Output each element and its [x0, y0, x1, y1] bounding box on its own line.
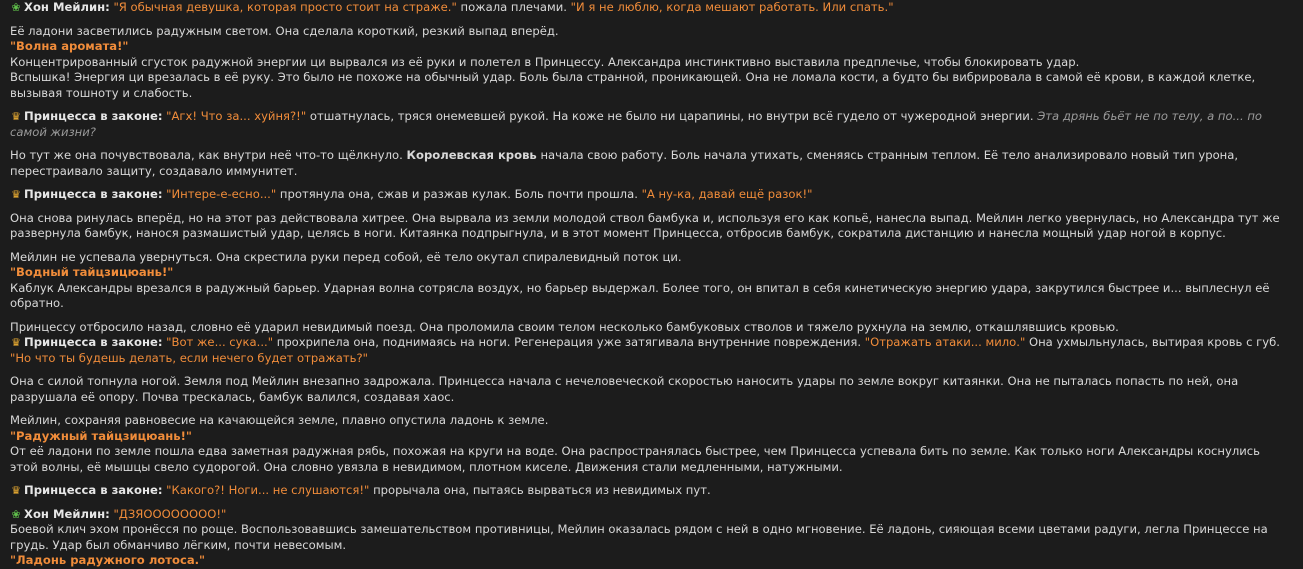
speaker-name: Принцесса в законе: [24, 335, 163, 349]
narration: пожала плечами. [460, 0, 567, 14]
technique-name: "Ладонь радужного лотоса." [10, 553, 206, 567]
quote: "Вот же... сука..." [166, 335, 274, 349]
narration: отшатнулась, тряся онемевшей рукой. На коже не было ни царапины, но внутри всё гудело от чужеродной энергии. [309, 109, 1034, 123]
message-princess-3 [10, 335, 1291, 366]
message-meilin-2 [10, 507, 1291, 569]
technique-name: "Радужный тайцзицюань!" [10, 428, 192, 443]
narration: От её ладони по земле пошла едва заметная радужная рябь, похожая на круги на воде. Она распространялась быстрее, чем Принцесса успевала бить по земле. Как только ноги Александры коснулись этой волны, её мышцы свело судорогой. Она словно увязла в невидимом, плотном киселе. Движения стали медленными, натужными. [10, 444, 1261, 474]
crown-icon: ♛ [11, 188, 21, 201]
message-princess-4 [10, 483, 1291, 499]
crown-icon: ♛ [11, 110, 21, 123]
narration-block [10, 250, 1291, 312]
message-princess-1 [10, 109, 1291, 140]
narration: Боевой клич эхом пронёсся по роще. Воспользовавшись замешательством противницы, Мейлин оказалась рядом с ней в одно мгновение. Её ладонь, сияющая всеми цветами радуги, легла Принцессе на грудь. Удар был обманчиво лёгким, почти невесомым. [10, 522, 1268, 552]
message-princess-2 [10, 187, 1291, 203]
narration-block [10, 374, 1291, 405]
narration: начала свою работу. Боль начала утихать, сменяясь странным теплом. Её тело анализировало новый тип урона, перестраивало защиту, создавало иммунитет. [10, 148, 1239, 178]
narration: Концентрированный сгусток радужной энергии ци вырвался из её руки и полетел в Принцессу. Александра инстинктивно выставила предплечье, чтобы блокировать удар. [10, 54, 1080, 69]
technique-name: "Волна аромата!" [10, 39, 129, 53]
narration: Она снова ринулась вперёд, но на этот раз действовала хитрее. Она вырвала из земли молодой ствол бамбука и, используя его как копьё, нанесла выпад. Мейлин легко увернулась, но Александра тут же развернула бамбук, нанося размашистый удар, целясь в ноги. Китаянка подпрыгнула, и в этот момент Принцесса, отбросив бамбук, сократила дистанцию и нанесла мощный удар ногой в корпус. [10, 210, 1280, 240]
narration: Она с силой топнула ногой. Земля под Мейлин внезапно задрожала. Принцесса начала с нечеловеческой скоростью наносить удары по земле вокруг китаянки. Она не пыталась попасть по ней, она разрушала её опору. Почва трескалась, бамбук валился, создавая хаос. [10, 374, 1239, 404]
crown-icon: ♛ [11, 336, 21, 349]
quote: "Агх! Что за... хуйня?!" [166, 109, 307, 123]
quote: "Я обычная девушка, которая просто стоит на страже." [113, 0, 457, 14]
quote: "ДЗЯОООООООО!" [113, 506, 227, 521]
narration-block [10, 211, 1291, 242]
quote: "Интере-е-есно..." [166, 187, 277, 201]
narration: Её ладони засветились радужным светом. Она сделала короткий, резкий выпад вперёд. [10, 23, 559, 38]
bold-term: Королевская кровь [406, 148, 537, 162]
speaker-name: Принцесса в законе: [24, 109, 163, 123]
narration: Мейлин, сохраняя равновесие на качающейся земле, плавно опустила ладонь к земле. [10, 413, 549, 427]
narration: прохрипела она, поднимаясь на ноги. Регенерация уже затягивала внутренние повреждения. [276, 335, 862, 349]
dragon-icon: ❀ [11, 507, 21, 521]
narration-block [10, 24, 1291, 102]
quote: "И я не люблю, когда мешают работать. Или спать." [570, 0, 894, 14]
narration-block [10, 320, 1291, 367]
narration: протянула она, сжав и разжав кулак. Боль почти прошла. [279, 187, 638, 201]
crown-icon: ♛ [11, 484, 21, 497]
narration: Принцессу отбросило назад, словно её ударил невидимый поезд. Она проломила своим телом несколько бамбуковых стволов и тяжело рухнула на землю, откашлявшись кровью. [10, 319, 1119, 334]
narration: прорычала она, пытаясь вырваться из невидимых пут. [373, 483, 711, 497]
message-meilin-1 [10, 0, 1291, 16]
narration-block [10, 148, 1291, 179]
narration: Но тут же она почувствовала, как внутри неё что-то щёлкнуло. [10, 148, 403, 162]
speaker-name: Принцесса в законе: [24, 187, 163, 201]
quote: "Какого?! Ноги... не слушаются!" [166, 483, 370, 497]
speaker-name: Хон Мейлин: [24, 0, 110, 14]
inner-thought: Эта дрянь бьёт не по телу, а по... по самой жизни? [10, 109, 1263, 139]
quote: "А ну-ка, давай ещё разок!" [641, 187, 813, 201]
narration: Мейлин не успевала увернуться. Она скрестила руки перед собой, её тело окутал спиралевидный поток ци. [10, 249, 682, 264]
speaker-name: Хон Мейлин: [24, 506, 110, 521]
quote: "Отражать атаки... мило." [864, 335, 1026, 349]
dragon-icon: ❀ [11, 1, 21, 14]
technique-name: "Водный тайцзицюань!" [10, 265, 174, 279]
narration: Она ухмыльнулась, вытирая кровь с губ. [1028, 335, 1280, 349]
narration: Вспышка! Энергия ци врезалась в её руку. Это было не похоже на обычный удар. Боль была странной, проникающей. Она не ломала кости, а будто бы вибрировала в самой её крови, в каждой клетке, вызывая тошноту и слабость. [10, 70, 1256, 100]
speaker-name: Принцесса в законе: [24, 483, 163, 497]
narration-block [10, 413, 1291, 475]
narration: Каблук Александры врезался в радужный барьер. Ударная волна сотрясла воздух, но барьер выдержал. Более того, он впитал в себя кинетическую энергию удара, закрутился быстрее и... выплеснул её обратно. [10, 280, 1270, 310]
quote: "Но что ты будешь делать, если нечего будет отражать?" [10, 350, 368, 365]
